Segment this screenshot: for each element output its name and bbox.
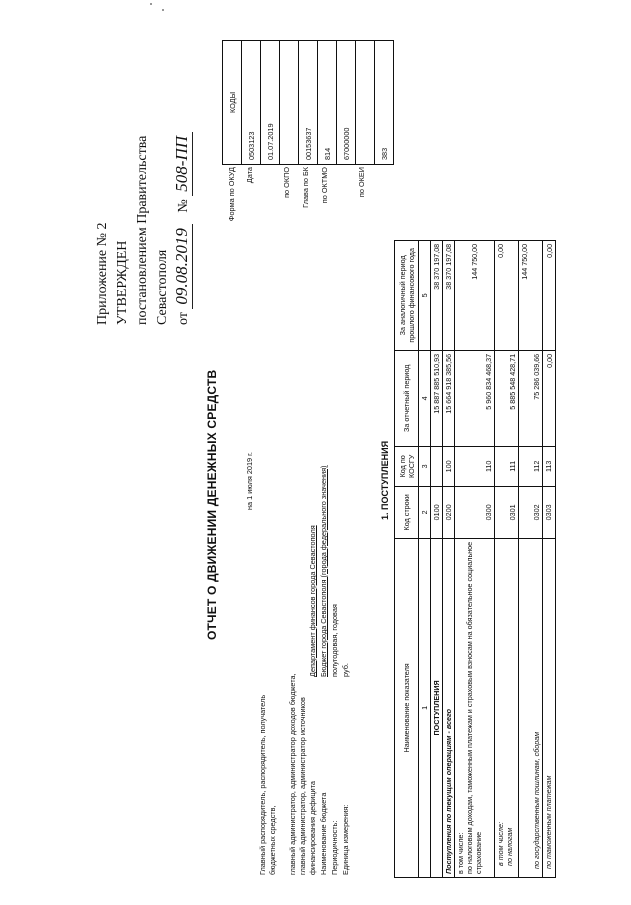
code-okud: 0503123 (242, 41, 261, 165)
code-label-okud: Форма по ОКУД (227, 167, 236, 222)
row-current: 75 286 039,66 (519, 350, 543, 446)
row-line: 0301 (495, 486, 519, 538)
table-row (431, 240, 443, 877)
row-prev: 144 750,00 (455, 240, 495, 350)
handwritten-number: 508-ПП (172, 132, 193, 196)
row-name-cell (495, 538, 519, 877)
row-prev: 0,00 (495, 240, 519, 350)
code-oktmo: 67000000 (337, 41, 356, 165)
code-label-okei: по ОКЕИ (357, 167, 366, 198)
row-kosgu (431, 446, 443, 486)
report-title: ОТЧЕТ О ДВИЖЕНИИ ДЕНЕЖНЫХ СРЕДСТВ (205, 369, 219, 640)
row-current: 5 885 548 428,71 (495, 350, 519, 446)
approval-appendix: Приложение № 2 (95, 222, 110, 325)
value-budget: Бюджет города Севастополя (города федерального значения) (319, 465, 328, 677)
handwritten-date: 09.08.2019 (172, 224, 193, 309)
header-kosgu: Код по КОСГУ (395, 446, 419, 486)
row-name: в том числе: (456, 832, 465, 874)
label-deficit: финансирования дефицита (308, 781, 317, 875)
code-blank (356, 41, 375, 165)
approval-approved: УТВЕРЖДЕН (115, 240, 130, 325)
label-source-admin: главный администратор, администратор источников (298, 697, 307, 875)
header-prev-line2: прошлого финансового года (406, 248, 416, 343)
label-recipient-1: Главный распорядитель, распорядитель, получатель (258, 694, 267, 875)
value-department: Департамент финансов города Севастополя (308, 525, 317, 677)
colnum: 3 (419, 446, 431, 486)
row-line: 0300 (455, 486, 495, 538)
report-as-of: на 1 июля 2019 г. (245, 452, 254, 510)
header-prev-line1: За аналогичный период (397, 255, 407, 336)
code-okei: 383 (375, 41, 394, 165)
row-name-cont: страхование (474, 831, 483, 874)
row-line: 0200 (443, 486, 455, 538)
colnum: 2 (419, 486, 431, 538)
table-row (543, 240, 556, 877)
code-bk: 814 (318, 41, 337, 165)
codes-header: КОДЫ (223, 41, 242, 165)
label-budget-name: Наименование бюджета (319, 792, 328, 875)
header-prev (395, 240, 419, 350)
row-kosgu: 110 (455, 446, 495, 486)
table-row (495, 240, 519, 877)
colnum: 4 (419, 350, 431, 446)
table-row (443, 240, 455, 877)
row-line: 0302 (519, 486, 543, 538)
code-label-oktmo: по ОКТМО (320, 167, 329, 204)
row-kosgu: 100 (443, 446, 455, 486)
code-blank (280, 41, 299, 165)
row-kosgu: 111 (495, 446, 519, 486)
row-current: 5 960 834 468,37 (455, 350, 495, 446)
code-okpo: 00153637 (299, 41, 318, 165)
row-name: по таможенным платежам (543, 538, 556, 877)
row-kosgu: 113 (543, 446, 556, 486)
approval-city: Севастополя (155, 249, 170, 325)
row-name: ПОСТУПЛЕНИЯ (431, 538, 443, 877)
code-label-date: Дата (245, 167, 254, 184)
date-prefix: от (176, 312, 191, 325)
row-name: по государственным пошлинам, сборам (519, 538, 543, 877)
header-line: Код строки (395, 486, 419, 538)
receipts-table (394, 240, 556, 878)
row-prev: 0,00 (543, 240, 556, 350)
label-recipient-2: бюджетных средств, (268, 805, 277, 875)
row-name-cont: по налоговым доходам, таможенным платежам и страховым взносам на обязательное социальное (465, 541, 474, 874)
table-row (455, 240, 495, 877)
value-periodicity: полугодовая, годовая (330, 604, 339, 677)
section-title: 1. ПОСТУПЛЕНИЯ (380, 440, 390, 520)
approval-date-line (172, 132, 193, 325)
row-name: в том числе: (496, 822, 505, 866)
colnum: 5 (419, 240, 431, 350)
row-kosgu: 112 (519, 446, 543, 486)
row-prev: 38 370 197,08 (431, 240, 443, 350)
value-unit: руб. (341, 663, 350, 677)
colnum: 1 (419, 538, 431, 877)
row-line: 0303 (543, 486, 556, 538)
row-line: 0100 (431, 486, 443, 538)
code-label-okpo: по ОКПО (282, 167, 291, 198)
row-prev: 144 750,00 (519, 240, 543, 350)
label-income-admin: главный администратор, администратор доходов бюджета, (288, 673, 297, 875)
label-unit: Единица измерения: (341, 804, 350, 875)
label-periodicity: Периодичность: (330, 820, 339, 875)
table-row (519, 240, 543, 877)
row-current: 15 664 918 385,56 (443, 350, 455, 446)
row-prev: 38 370 197,08 (443, 240, 455, 350)
row-name-cell (455, 538, 495, 877)
row-current: 15 887 885 510,93 (431, 350, 443, 446)
header-current: За отчетный период (395, 350, 419, 446)
approval-decree: постановлением Правительства (135, 135, 150, 325)
codes-box (222, 40, 394, 165)
row-name: Поступления по текущим операциям - всего (443, 538, 455, 877)
row-current: 0,00 (543, 350, 556, 446)
code-label-bk: Глава по БК (301, 167, 310, 208)
number-prefix: № (176, 199, 191, 213)
code-date: 01.07.2019 (261, 41, 280, 165)
row-name-cont: по налогам (505, 827, 514, 866)
header-name: Наименование показателя (395, 538, 419, 877)
